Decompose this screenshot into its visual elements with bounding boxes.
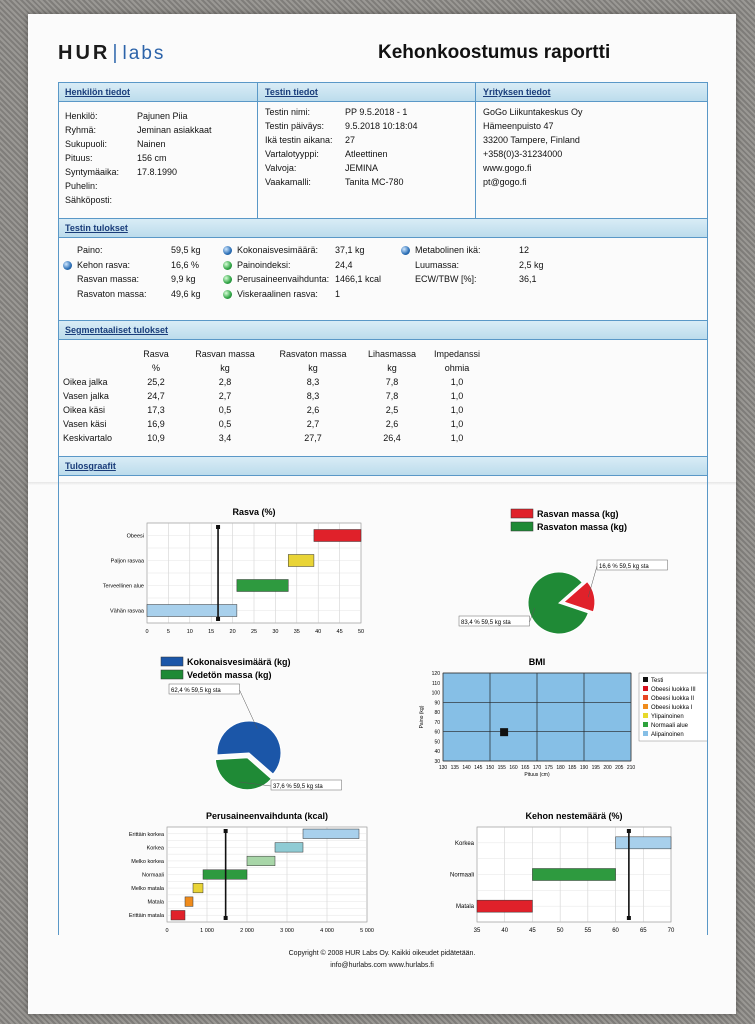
- blue-ball-icon: [63, 261, 72, 270]
- segmental-column-unit: kg: [387, 363, 397, 373]
- person-row: [65, 123, 255, 137]
- range-bar: [193, 883, 203, 893]
- fat-percent-chart: [103, 507, 364, 635]
- x-tick-label: 145: [474, 765, 483, 771]
- segmental-row: [63, 431, 487, 445]
- charts-canvas: [59, 475, 707, 935]
- test-value: 27: [345, 135, 356, 145]
- segmental-cell: 7,8: [385, 377, 399, 387]
- segmental-cell: 2,5: [385, 405, 399, 415]
- segmental-row: [63, 417, 487, 431]
- segmental-cell: 0,5: [218, 405, 232, 415]
- segmental-cell: 2,6: [385, 419, 399, 429]
- result-row: [401, 272, 571, 287]
- category-label: Erittäin korkea: [128, 831, 164, 838]
- segmental-column-name: Impedanssi: [433, 349, 481, 359]
- segmental-column-name: Lihasmassa: [367, 349, 417, 359]
- range-bar: [477, 900, 532, 912]
- segmental-cell: 1,0: [450, 377, 464, 387]
- segmental-column-name: Rasvaton massa: [279, 349, 347, 359]
- category-label: Normaali: [449, 872, 474, 879]
- x-tick-label: 35: [293, 629, 300, 635]
- segmental-row: [63, 389, 487, 403]
- marker-cap: [216, 617, 220, 621]
- segmental-cell: 27,7: [304, 433, 322, 443]
- legend-swatch: [161, 670, 183, 679]
- legend-label: Obeesi luokka I: [651, 705, 693, 711]
- x-tick-label: 10: [186, 629, 193, 635]
- legend-swatch: [643, 731, 648, 736]
- category-label: Erittäin matala: [128, 913, 164, 920]
- result-row: [223, 272, 398, 287]
- category-label: Melko matala: [131, 886, 164, 893]
- legend-swatch: [643, 704, 648, 709]
- x-tick-label: 135: [450, 765, 459, 771]
- range-bar: [275, 843, 303, 853]
- results-heading: Testin tulokset: [65, 223, 128, 233]
- test-info: [265, 105, 475, 189]
- marker-cap: [627, 829, 631, 833]
- segmental-row-name: Vasen käsi: [63, 419, 107, 429]
- segmental-row-name: Oikea käsi: [63, 405, 106, 415]
- test-value: Tanita MC-780: [345, 177, 404, 187]
- x-axis-label: Pituus (cm): [524, 772, 550, 778]
- company-line: pt@gogo.fi: [483, 177, 527, 187]
- x-tick-label: 60: [612, 928, 619, 934]
- category-label: Matala: [147, 899, 164, 906]
- x-tick-label: 35: [473, 928, 481, 934]
- segmental-column-unit: kg: [308, 363, 318, 373]
- hurlabs-logo: HUR | labs: [58, 42, 166, 64]
- result-value: 59,5 kg: [171, 245, 201, 256]
- result-value: 36,1: [519, 274, 537, 285]
- x-tick-label: 45: [336, 629, 343, 635]
- category-label: Vähän rasvaa: [110, 608, 144, 615]
- graphs-heading: Tulosgraafit: [65, 461, 116, 471]
- result-row: [223, 243, 398, 258]
- test-label: Vaakamalli:: [265, 177, 311, 187]
- x-tick-label: 20: [229, 629, 236, 635]
- range-bar: [171, 910, 185, 920]
- x-tick-label: 1 000: [200, 928, 214, 934]
- result-label: Kehon rasva:: [77, 259, 131, 270]
- test-label: Vartalotyyppi:: [265, 149, 319, 159]
- segmental-row: [63, 403, 487, 417]
- segmental-cell: 2,7: [218, 391, 232, 401]
- legend-label: Rasvan massa (kg): [537, 509, 619, 519]
- pie-label: 62,4 % 59,5 kg sta: [171, 688, 221, 694]
- x-tick-label: 140: [462, 765, 471, 771]
- chart-title: Rasva (%): [232, 507, 276, 517]
- legend-swatch: [643, 722, 648, 727]
- test-label: Ikä testin aikana:: [265, 135, 333, 145]
- range-bar: [185, 897, 193, 907]
- result-row: [223, 287, 398, 302]
- footer-copyright: Copyright © 2008 HUR Labs Oy. Kaikki oikeudet pidätetään.: [288, 950, 476, 957]
- person-value: Pajunen Piia: [137, 111, 188, 121]
- test-row: [265, 119, 475, 133]
- fat-mass-pie: [459, 509, 668, 634]
- x-tick-label: 55: [584, 928, 592, 934]
- test-label: Testin nimi:: [265, 107, 311, 117]
- y-tick-label: 40: [434, 749, 440, 756]
- report-title: Kehonkoostumus raportti: [378, 42, 611, 63]
- segmental-cell: 0,5: [218, 419, 232, 429]
- range-bar: [288, 555, 314, 567]
- company-line: +358(0)3-31234000: [483, 149, 563, 159]
- person-label: Puhelin:: [65, 181, 98, 191]
- person-info: [65, 109, 255, 207]
- x-tick-label: 0: [165, 928, 169, 934]
- legend-swatch: [511, 509, 533, 518]
- x-tick-label: 5: [166, 629, 170, 635]
- range-bar: [237, 580, 288, 592]
- segmental-column-name: Rasvan massa: [195, 349, 255, 359]
- test-label: Testin päiväys:: [265, 121, 325, 131]
- test-label: Valvoja:: [265, 163, 297, 173]
- result-row: [63, 258, 213, 273]
- green-ball-icon: [223, 275, 232, 284]
- legend-swatch: [643, 695, 648, 700]
- x-tick-label: 190: [579, 765, 589, 771]
- marker-cap: [216, 525, 220, 529]
- segmental-cell: 1,0: [450, 391, 464, 401]
- test-row: [265, 133, 475, 147]
- y-tick-label: 120: [431, 671, 440, 677]
- chart-title: Perusaineenvaihdunta (kcal): [205, 811, 329, 821]
- results-section: [58, 218, 708, 322]
- category-label: Normaali: [141, 872, 164, 879]
- body-water-chart: [450, 811, 675, 934]
- x-tick-label: 70: [667, 928, 675, 934]
- segmental-row-name: Vasen jalka: [63, 391, 109, 401]
- green-ball-icon: [223, 261, 232, 270]
- result-label: Kokonaisvesimäärä:: [237, 245, 319, 256]
- segmental-cell: 7,8: [385, 391, 399, 401]
- person-label: Ryhmä:: [65, 125, 97, 135]
- test-value: PP 9.5.2018 - 1: [345, 107, 408, 117]
- result-label: Metabolinen ikä:: [415, 245, 481, 256]
- segmental-section: [58, 320, 708, 458]
- segmental-cell: 1,0: [450, 433, 464, 443]
- segmental-column-name: Rasva: [143, 349, 169, 359]
- marker-cap: [627, 916, 631, 920]
- x-tick-label: 5 000: [360, 928, 374, 934]
- x-tick-label: 160: [509, 765, 518, 771]
- result-label: Viskeraalinen rasva:: [237, 288, 318, 299]
- x-tick-label: 170: [532, 765, 542, 771]
- segmental-row: [63, 375, 487, 389]
- person-row: [65, 109, 255, 123]
- person-heading: Henkilön tiedot: [65, 87, 130, 97]
- segmental-cell: 16,9: [147, 419, 165, 429]
- marker-cap: [224, 829, 228, 833]
- company-line: 33200 Tampere, Finland: [483, 135, 580, 145]
- x-tick-label: 155: [497, 765, 506, 771]
- segmental-cell: 1,0: [450, 419, 464, 429]
- result-label: Painoindeksi:: [237, 259, 291, 270]
- segmental-cell: 2,6: [306, 405, 320, 415]
- water-pie: [161, 657, 342, 790]
- result-value: 12: [519, 245, 530, 256]
- range-bar: [147, 605, 237, 617]
- result-value: 1: [335, 288, 341, 299]
- x-tick-label: 205: [615, 765, 624, 771]
- person-label: Henkilö:: [65, 111, 98, 121]
- category-label: Korkea: [146, 845, 164, 852]
- blue-ball-icon: [401, 246, 410, 255]
- graphs-section: [58, 456, 708, 935]
- y-tick-label: 80: [434, 710, 440, 717]
- x-tick-label: 40: [315, 629, 322, 635]
- x-tick-label: 0: [145, 629, 149, 635]
- x-tick-label: 200: [603, 765, 612, 771]
- person-row: [65, 165, 255, 179]
- test-heading: Testin tiedot: [265, 87, 318, 97]
- person-value: 156 cm: [137, 153, 167, 163]
- x-tick-label: 65: [639, 928, 647, 934]
- range-bar: [247, 856, 275, 866]
- y-tick-label: 70: [434, 719, 440, 726]
- segmental-table: [63, 347, 487, 445]
- result-value: 1466,1 kcal: [335, 274, 382, 285]
- segmental-cell: 3,4: [218, 433, 232, 443]
- legend-label: Normaali alue: [651, 723, 689, 729]
- test-value: JEMINA: [345, 163, 379, 173]
- result-value: 49,6 kg: [171, 288, 201, 299]
- legend-label: Rasvaton massa (kg): [537, 522, 628, 532]
- result-label: Paino:: [77, 245, 103, 256]
- category-label: Korkea: [454, 840, 474, 847]
- result-row: [63, 287, 213, 302]
- x-tick-label: 2 000: [240, 928, 254, 934]
- results-col-2: [223, 243, 398, 301]
- test-value: 9.5.2018 10:18:04: [345, 121, 418, 131]
- test-row: [265, 161, 475, 175]
- x-tick-label: 195: [591, 765, 600, 771]
- x-tick-label: 45: [529, 928, 536, 934]
- result-label: Luumassa:: [415, 259, 460, 270]
- result-row: [63, 243, 213, 258]
- segmental-cell: 8,3: [306, 391, 320, 401]
- segmental-cell: 26,4: [383, 433, 401, 443]
- legend-swatch: [643, 686, 648, 691]
- segmental-row-name: Keskivartalo: [63, 433, 113, 443]
- y-tick-label: 90: [434, 700, 440, 707]
- segmental-cell: 8,3: [306, 377, 320, 387]
- company-line: www.gogo.fi: [483, 163, 532, 173]
- result-label: Perusaineenvaihdunta:: [237, 274, 330, 285]
- result-row: [401, 258, 571, 273]
- person-row: [65, 179, 255, 193]
- x-tick-label: 4 000: [320, 928, 334, 934]
- result-row: [401, 243, 571, 258]
- company-heading: Yrityksen tiedot: [483, 87, 551, 97]
- legend-label: Obeesi luokka II: [651, 696, 695, 702]
- result-row: [223, 258, 398, 273]
- segmental-cell: 24,7: [147, 391, 165, 401]
- x-tick-label: 30: [272, 629, 279, 635]
- person-label: Pituus:: [65, 153, 93, 163]
- company-info: [483, 105, 703, 189]
- result-value: 9,9 kg: [171, 274, 196, 285]
- person-label: Syntymäaika:: [65, 167, 120, 177]
- y-tick-label: 100: [431, 690, 440, 697]
- segmental-row-name: Oikea jalka: [63, 377, 108, 387]
- segmental-cell: 17,3: [147, 405, 165, 415]
- x-tick-label: 3 000: [280, 928, 294, 934]
- person-label: Sähköposti:: [65, 195, 113, 205]
- segmental-column-unit: %: [151, 363, 160, 373]
- info-section: [58, 82, 708, 220]
- category-label: Matala: [455, 904, 474, 911]
- company-line: Hämeenpuisto 47: [483, 121, 554, 131]
- category-label: Terveellinen alue: [102, 583, 144, 590]
- bmi-point: [500, 728, 508, 736]
- result-value: 16,6 %: [171, 259, 200, 270]
- segmental-column-unit: kg: [220, 363, 230, 373]
- range-bar: [532, 869, 615, 881]
- range-bar: [314, 530, 361, 542]
- legend-label: Alipainoinen: [651, 732, 684, 738]
- result-value: 2,5 kg: [519, 259, 544, 270]
- x-tick-label: 130: [438, 765, 448, 771]
- blue-ball-icon: [223, 246, 232, 255]
- x-tick-label: 40: [501, 928, 509, 934]
- person-row: [65, 137, 255, 151]
- pie-label: 16,6 % 59,5 kg sta: [599, 564, 649, 570]
- x-tick-label: 180: [556, 765, 565, 771]
- person-value: Jeminan asiakkaat: [137, 125, 212, 135]
- x-tick-label: 50: [357, 629, 365, 635]
- test-row: [265, 175, 475, 189]
- legend-label: Testi: [651, 678, 664, 684]
- segmental-cell: 10,9: [147, 433, 165, 443]
- category-label: Obeesi: [126, 533, 144, 540]
- chart-title: BMI: [528, 657, 546, 667]
- x-tick-label: 15: [208, 629, 215, 635]
- result-label: Rasvaton massa:: [77, 288, 147, 299]
- bmr-chart: [129, 811, 374, 934]
- results-col-3: [401, 243, 571, 287]
- x-tick-label: 150: [485, 765, 495, 771]
- segmental-heading: Segmentaaliset tulokset: [65, 325, 169, 335]
- result-row: [63, 272, 213, 287]
- segmental-cell: 1,0: [450, 405, 464, 415]
- x-tick-label: 50: [556, 928, 564, 934]
- range-bar: [303, 829, 359, 839]
- segmental-cell: 25,2: [147, 377, 165, 387]
- test-row: [265, 147, 475, 161]
- company-line: GoGo Liikuntakeskus Oy: [483, 107, 583, 117]
- legend-swatch: [643, 713, 648, 718]
- green-ball-icon: [223, 290, 232, 299]
- results-col-1: [63, 243, 213, 301]
- pie-label: 83,4 % 59,5 kg sta: [461, 620, 511, 626]
- x-tick-label: 210: [626, 765, 636, 771]
- test-value: Atleettinen: [345, 149, 388, 159]
- legend-label: Kokonaisvesimäärä (kg): [187, 657, 291, 667]
- legend-label: Vedetön massa (kg): [187, 670, 272, 680]
- x-tick-label: 175: [544, 765, 553, 771]
- result-label: ECW/TBW [%]:: [415, 274, 477, 285]
- range-bar: [616, 837, 671, 849]
- legend-swatch: [511, 522, 533, 531]
- marker-cap: [224, 916, 228, 920]
- segmental-cell: 2,7: [306, 419, 320, 429]
- person-value: Nainen: [137, 139, 166, 149]
- report-page: [28, 14, 736, 1014]
- pie-label: 37,6 % 59,5 kg sta: [273, 784, 323, 790]
- result-label: Rasvan massa:: [77, 274, 140, 285]
- person-label: Sukupuoli:: [65, 139, 108, 149]
- result-value: 24,4: [335, 259, 353, 270]
- y-tick-label: 110: [432, 680, 440, 687]
- category-label: Paljon rasvaa: [110, 558, 144, 565]
- chart-title: Kehon nestemäärä (%): [525, 811, 623, 821]
- person-row: [65, 193, 255, 207]
- legend-label: Obeesi luokka III: [651, 687, 696, 693]
- person-value: 17.8.1990: [137, 167, 178, 177]
- segmental-column-unit: ohmia: [444, 363, 470, 373]
- legend-swatch: [161, 657, 183, 666]
- legend-label: Ylipainoinen: [651, 714, 684, 720]
- result-value: 37,1 kg: [335, 245, 365, 256]
- test-row: [265, 105, 475, 119]
- y-tick-label: 30: [434, 759, 440, 765]
- x-tick-label: 25: [250, 629, 258, 635]
- category-label: Melko korkea: [131, 858, 164, 865]
- segmental-cell: 2,8: [218, 377, 232, 387]
- y-axis-label: Paino (kg): [419, 705, 425, 729]
- x-tick-label: 165: [521, 765, 530, 771]
- x-tick-label: 185: [568, 765, 577, 771]
- footer-contact: info@hurlabs.com www.hurlabs.fi: [330, 962, 434, 969]
- person-row: [65, 151, 255, 165]
- y-tick-label: 60: [434, 729, 440, 736]
- bmi-chart: [419, 618, 707, 790]
- y-tick-label: 50: [434, 739, 440, 746]
